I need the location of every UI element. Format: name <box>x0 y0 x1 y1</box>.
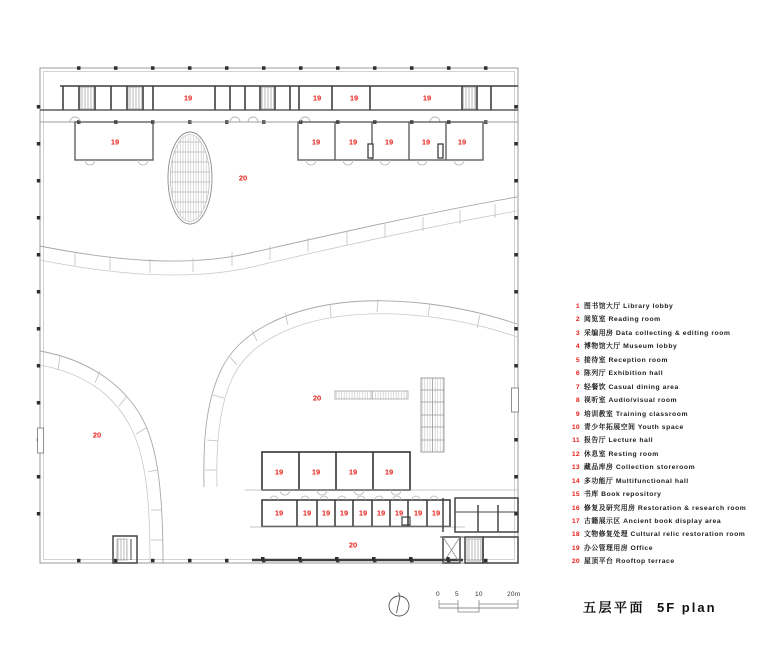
room-number-label: 19 <box>421 137 431 147</box>
room-number-label: 19 <box>394 508 404 518</box>
legend-item-number: 7 <box>575 383 580 391</box>
column-tick <box>114 66 118 70</box>
legend-item-text: 博物馆大厅 Museum lobby <box>584 343 678 351</box>
legend-item-text: 多功能厅 Multifunctional hall <box>584 477 689 485</box>
column-tick <box>514 290 518 294</box>
room-number-label: 20 <box>348 540 358 550</box>
legend-item-number: 13 <box>571 464 580 472</box>
legend-item-text: 藏品库房 Collection storeroom <box>584 464 696 472</box>
column-tick <box>77 559 81 563</box>
legend-item-text: 接待室 Reception room <box>584 356 668 364</box>
room-number-label: 19 <box>302 508 312 518</box>
column-tick <box>514 327 518 331</box>
column-tick <box>188 559 192 563</box>
legend-item-number: 1 <box>575 303 580 310</box>
room-number-label: 19 <box>274 467 284 477</box>
room-number-label: 19 <box>274 508 284 518</box>
column-tick <box>299 66 303 70</box>
legend-item-text: 陈列厅 Exhibition hall <box>584 370 664 378</box>
column-tick <box>151 559 155 563</box>
legend-item-text: 办公管理用房 Office <box>584 544 654 552</box>
legend-item <box>571 461 776 474</box>
legend-item <box>571 394 776 407</box>
legend-item-text: 采编用房 Data collecting & editing room <box>584 329 731 337</box>
column-tick <box>514 105 518 109</box>
room-number-label: 19 <box>358 508 368 518</box>
column-tick <box>225 66 229 70</box>
room-number-label: 19 <box>348 467 358 477</box>
legend-item-text: 古籍展示区 Ancient book display area <box>584 518 722 525</box>
legend-item-text: 视听室 Audio/visual room <box>584 397 678 405</box>
room-number-label: 20 <box>238 173 248 183</box>
room-number-label: 19 <box>110 137 120 147</box>
legend-item-text: 阅览室 Reading room <box>584 316 661 324</box>
terrace-south-wall <box>252 557 463 561</box>
column-tick <box>514 142 518 146</box>
legend-item-text: 文物修复处理 Cultural relic restoration room <box>584 531 746 539</box>
legend-item-number: 19 <box>571 544 580 552</box>
column-tick <box>514 364 518 368</box>
legend-item-number: 12 <box>571 450 580 458</box>
room-number-label: 19 <box>311 137 321 147</box>
legend-item-number: 3 <box>575 329 580 337</box>
edge-openings <box>38 388 519 453</box>
legend-item-number: 8 <box>575 397 580 405</box>
legend-item <box>571 434 776 447</box>
lower-left-curved-band <box>40 351 163 563</box>
legend-item <box>571 340 776 353</box>
column-tick <box>77 66 81 70</box>
legend-item <box>571 367 776 380</box>
column-tick <box>37 475 41 479</box>
column-tick <box>37 216 41 220</box>
room-number-label: 20 <box>92 430 102 440</box>
legend-item-number: 2 <box>575 316 580 324</box>
legend-item-text: 书库 Book repository <box>584 491 662 499</box>
room-number-label: 19 <box>321 508 331 518</box>
column-tick <box>37 142 41 146</box>
legend-item-text: 培训教室 Training classroom <box>584 410 689 418</box>
terrace-grid-skylight <box>421 378 444 452</box>
column-tick <box>373 66 377 70</box>
scale-tick-label: 0 <box>436 591 440 598</box>
legend-item-number: 11 <box>572 437 580 445</box>
legend-item-number: 6 <box>575 370 580 378</box>
legend-item <box>571 313 776 326</box>
column-tick <box>336 66 340 70</box>
column-tick <box>262 66 266 70</box>
legend-item <box>571 381 776 394</box>
legend-item <box>571 542 776 555</box>
top-stair-hatches <box>80 87 476 109</box>
legend-item <box>571 327 776 340</box>
legend-item-text: 轻餐饮 Casual dining area <box>584 383 679 391</box>
upper-terrace-edge <box>40 117 518 122</box>
legend-item <box>571 448 776 461</box>
bottom-right-service-cluster <box>440 498 518 563</box>
room-number-label: 19 <box>339 508 349 518</box>
legend-item <box>571 475 776 488</box>
column-tick <box>447 66 451 70</box>
column-tick <box>37 401 41 405</box>
room-number-label: 19 <box>183 93 193 103</box>
drawing-title-zh: 五层平面 <box>583 600 646 615</box>
legend-item-text: 休息室 Resting room <box>584 450 659 458</box>
column-tick <box>151 66 155 70</box>
legend-item-number: 20 <box>571 558 580 566</box>
room-number-label: 19 <box>384 137 394 147</box>
skylight-ellipse <box>168 132 212 224</box>
scale-tick-label: 20m <box>507 591 521 598</box>
column-tick <box>514 438 518 442</box>
legend-item-number: 4 <box>575 343 580 351</box>
column-tick <box>225 559 229 563</box>
room-number-label: 19 <box>312 93 322 103</box>
drawing-title <box>583 597 717 616</box>
legend <box>571 300 776 569</box>
legend-item-number: 14 <box>571 477 580 485</box>
column-tick <box>410 66 414 70</box>
top-office-band <box>40 86 518 110</box>
column-tick <box>484 559 488 563</box>
column-tick <box>37 179 41 183</box>
legend-item-text: 青少年拓展空间 Youth space <box>584 423 684 431</box>
room-number-label: 19 <box>349 93 359 103</box>
column-tick <box>37 253 41 257</box>
north-indicator <box>389 593 409 617</box>
room-number-label: 19 <box>348 137 358 147</box>
legend-item <box>571 488 776 501</box>
legend-item <box>571 555 776 568</box>
legend-item-text: 报告厅 Lecture hall <box>584 437 654 445</box>
column-tick <box>37 327 41 331</box>
room-number-label: 19 <box>376 508 386 518</box>
legend-item-number: 15 <box>571 491 580 499</box>
legend-item-number: 9 <box>575 410 580 418</box>
legend-item-number: 16 <box>571 504 580 512</box>
room-number-label: 19 <box>431 508 441 518</box>
legend-item <box>571 502 776 515</box>
legend-item-number: 10 <box>571 423 580 431</box>
room-number-label: 19 <box>311 467 321 477</box>
scale-tick-label: 5 <box>455 591 459 598</box>
legend-item-number: 18 <box>571 531 580 539</box>
legend-item-text: 修复及研究用房 Restoration & research room <box>584 504 747 512</box>
legend-item <box>571 354 776 367</box>
legend-item-text: 图书馆大厅 Library lobby <box>584 303 674 310</box>
upper-curved-band <box>40 197 517 275</box>
column-tick <box>514 475 518 479</box>
column-tick <box>514 253 518 257</box>
legend-item <box>571 528 776 541</box>
column-tick <box>484 66 488 70</box>
scale-tick-label: 10 <box>475 591 483 598</box>
column-tick <box>514 216 518 220</box>
legend-item <box>571 421 776 434</box>
legend-item-number: 17 <box>571 518 580 525</box>
drawing-title-en: 5F plan <box>657 600 717 615</box>
legend-item-text: 屋顶平台 Rooftop terrace <box>584 558 675 566</box>
column-tick <box>37 512 41 516</box>
room-number-label: 19 <box>384 467 394 477</box>
legend-item <box>571 515 776 528</box>
room-number-label: 19 <box>413 508 423 518</box>
column-tick <box>37 364 41 368</box>
room-number-label: 19 <box>422 93 432 103</box>
legend-item <box>571 300 776 313</box>
column-tick <box>514 179 518 183</box>
column-tick <box>37 290 41 294</box>
room-number-label: 19 <box>457 137 467 147</box>
legend-item-number: 5 <box>575 356 580 364</box>
scale-bar <box>439 600 518 612</box>
column-tick <box>37 105 41 109</box>
terrace-bench-strip <box>335 391 408 399</box>
room-number-label: 20 <box>312 393 322 403</box>
column-tick <box>188 66 192 70</box>
legend-item <box>571 408 776 421</box>
